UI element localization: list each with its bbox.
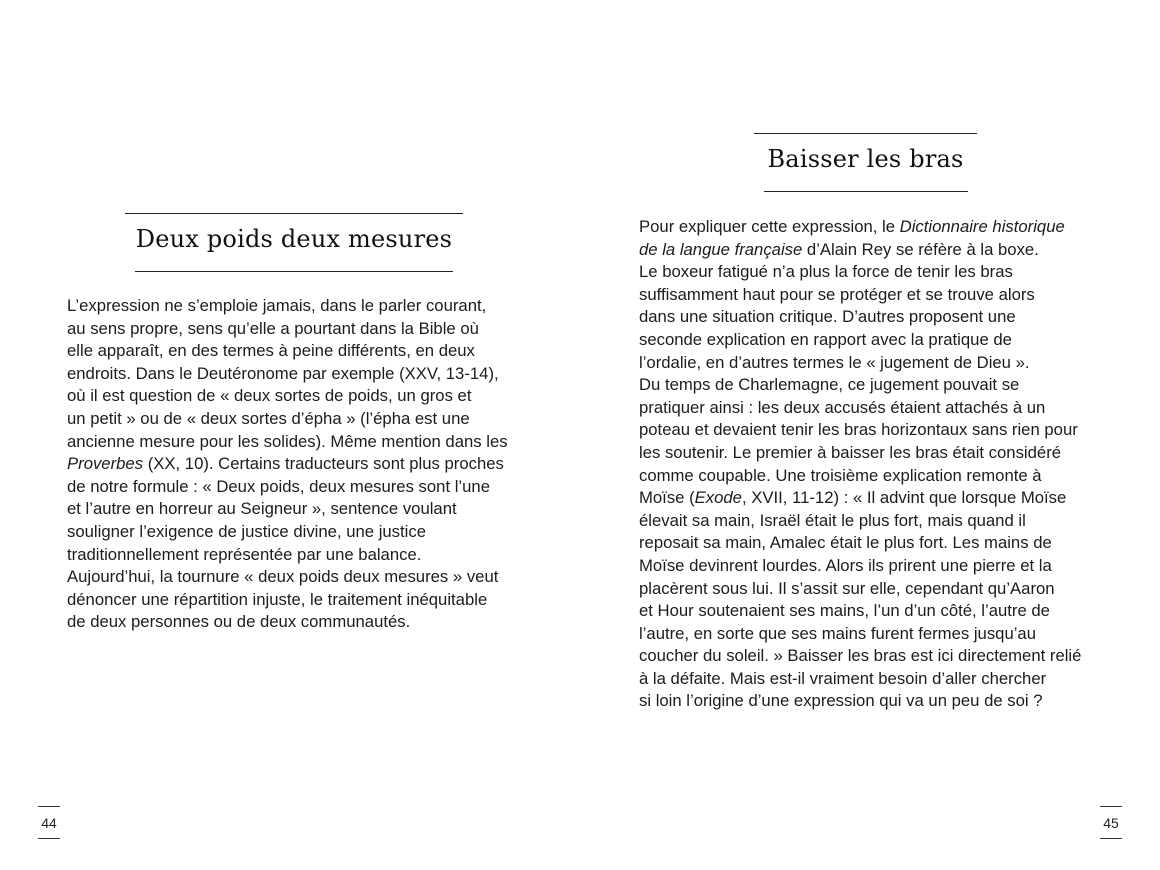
text-line: reposait sa main, Amalec était le plus fort. Les mains de — [639, 533, 1052, 553]
text-line: dans une situation critique. D’autres proposent une — [639, 307, 1016, 327]
text-line: et Hour soutenaient ses mains, l’un d’un côté, l’autre de — [639, 601, 1050, 621]
text-line: Pour expliquer cette expression, le Dictionnaire historique — [639, 217, 1065, 236]
left-page-body — [67, 295, 508, 634]
text-line: souligner l’exigence de justice divine, une justice — [67, 521, 426, 541]
text-line: de deux personnes ou de deux communautés. — [67, 612, 411, 632]
text-line: endroits. Dans le Deutéronome par exemple (XXV, 13-14), — [67, 363, 499, 383]
italic-title: de la langue française — [639, 239, 803, 259]
text-line: élevait sa main, Israël était le plus fort, mais quand il — [639, 510, 1026, 530]
right-page — [580, 0, 1160, 870]
title-rule-bottom — [764, 191, 968, 192]
text-line: de la langue française d’Alain Rey se réfère à la boxe. — [639, 239, 1039, 259]
text-line: un petit » ou de « deux sortes d’épha » (l’épha est une — [67, 408, 470, 428]
folio-rule-top — [1100, 806, 1122, 807]
text-line: et l’autre en horreur au Seigneur », sentence voulant — [67, 499, 457, 519]
text-line: ancienne mesure pour les solides). Même mention dans les — [67, 431, 508, 451]
text-line: placèrent sous lui. Il s’assit sur elle, cependant qu’Aaron — [639, 578, 1055, 598]
text-line: l’ordalie, en d’autres termes le « jugement de Dieu ». — [639, 352, 1030, 372]
italic-title: Proverbes — [67, 454, 144, 474]
text-line: de notre formule : « Deux poids, deux mesures sont l’une — [67, 476, 490, 496]
text-line: au sens propre, sens qu’elle a pourtant dans la Bible où — [67, 318, 479, 338]
folio-rule-bottom — [1100, 838, 1122, 839]
text-line: pratiquer ainsi : les deux accusés étaient attachés à un — [639, 397, 1046, 417]
text-line: comme coupable. Une troisième explication remonte à — [639, 465, 1042, 485]
text-line: coucher du soleil. » Baisser les bras est ici directement relié — [639, 646, 1082, 666]
italic-title: Dictionnaire historique — [899, 217, 1065, 236]
text-line: elle apparaît, en des termes à peine différents, en deux — [67, 341, 475, 361]
text-line: seconde explication en rapport avec la pratique de — [639, 329, 1012, 349]
title-rule-top — [754, 133, 977, 134]
italic-title: Exode — [694, 488, 742, 508]
right-page-body — [639, 216, 1081, 713]
title-rule-top — [125, 213, 463, 214]
page-number: 45 — [1103, 815, 1119, 831]
text-line: si loin l’origine d’une expression qui va un peu de soi ? — [639, 691, 1043, 711]
text-line: dénoncer une répartition injuste, le traitement inéquitable — [67, 589, 488, 609]
text-line: Moïse devinrent lourdes. Alors ils prirent une pierre et la — [639, 555, 1052, 575]
text-line: poteau et devaient tenir les bras horizontaux sans rien pour — [639, 420, 1078, 440]
text-line: Aujourd’hui, la tournure « deux poids deux mesures » veut — [67, 567, 499, 587]
folio-rule-top — [38, 806, 60, 807]
folio-rule-bottom — [38, 838, 60, 839]
text-line: suffisamment haut pour se protéger et se trouve alors — [639, 284, 1035, 304]
text-line: Le boxeur fatigué n’a plus la force de tenir les bras — [639, 262, 1013, 282]
text-line: où il est question de « deux sortes de poids, un gros et — [67, 386, 472, 406]
right-page-title: Baisser les bras — [767, 145, 964, 173]
text-line: Du temps de Charlemagne, ce jugement pouvait se — [639, 375, 1020, 395]
text-line: Proverbes (XX, 10). Certains traducteurs sont plus proches — [67, 454, 504, 474]
text-line: Moïse (Exode, XVII, 11-12) : « Il advint que lorsque Moïse — [639, 488, 1067, 508]
text-line: L’expression ne s’emploie jamais, dans le parler courant, — [67, 296, 487, 315]
title-rule-bottom — [135, 271, 453, 272]
text-line: les soutenir. Le premier à baisser les bras était considéré — [639, 442, 1062, 462]
text-line: traditionnellement représentée par une balance. — [67, 544, 422, 564]
text-line: à la défaite. Mais est-il vraiment besoin d’aller chercher — [639, 668, 1047, 688]
text-line: l’autre, en sorte que ses mains furent fermes jusqu’au — [639, 623, 1036, 643]
left-page-title: Deux poids deux mesures — [135, 225, 453, 253]
page-number: 44 — [41, 815, 57, 831]
